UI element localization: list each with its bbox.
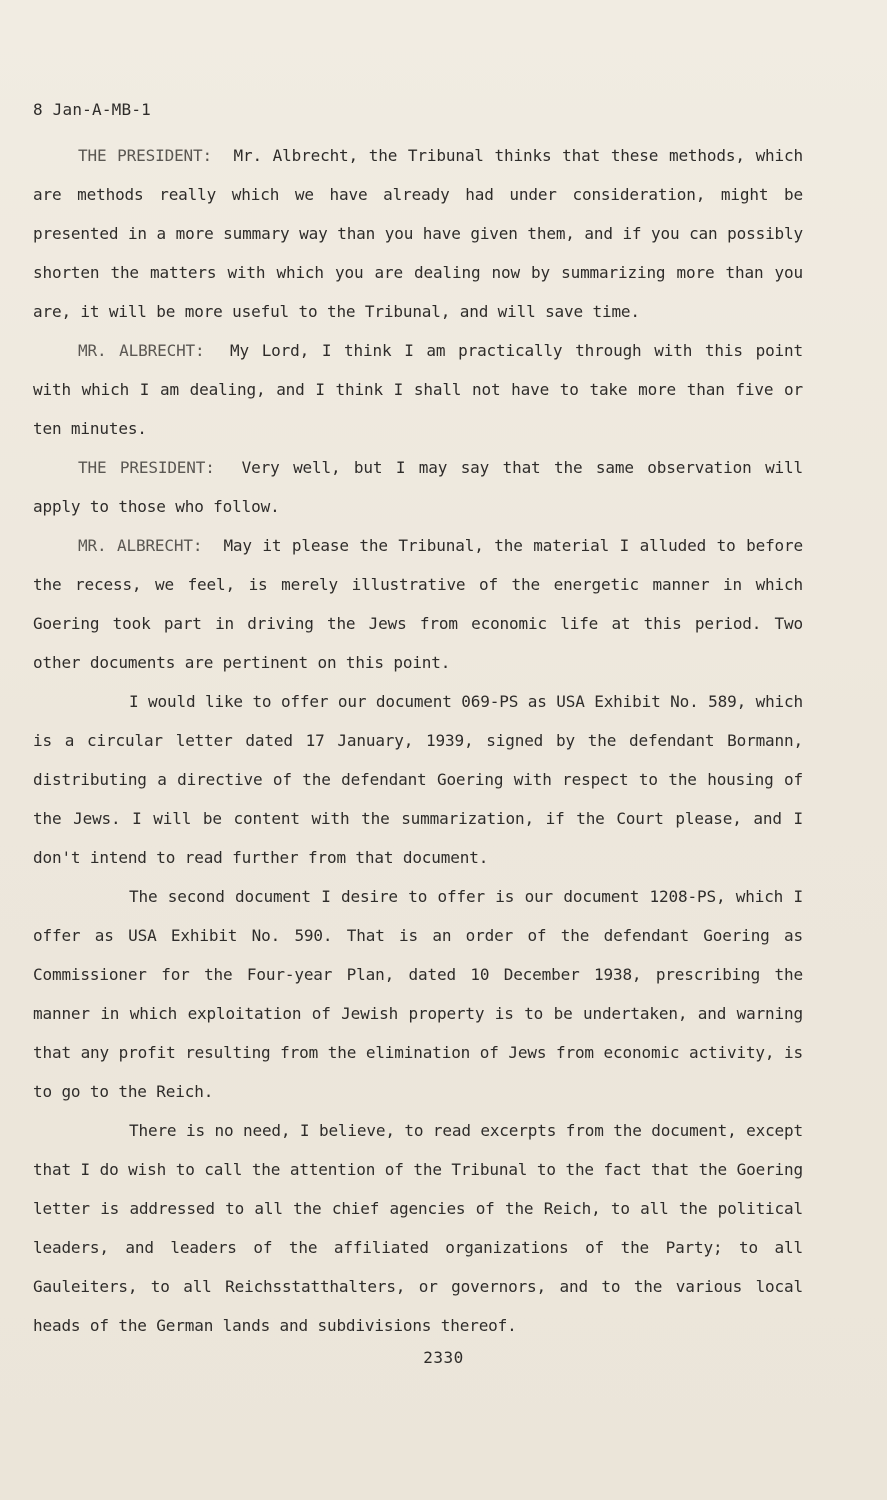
paragraph-text: The second document I desire to offer is our document 1208-PS, which I offer as USA Exhibit No. 590. That is an order of the defendant Goering as Commissioner for the Four-year Plan, dated 10 December 1938, prescribing the manner in which exploitation of Jewish property is to be undertaken, and warning that any profit resulting from the elimination of Jews from economic activity, is to go to the Reich. <box>33 887 803 1101</box>
transcript-body <box>33 136 803 1345</box>
paragraph-text: Mr. Albrecht, the Tribunal thinks that these methods, which are methods really which we have already had under consideration, might be presented in a more summary way than you have given them, and if you can possibly shorten the matters with which you are dealing now by summarizing more than you are, it will be more useful to the Tribunal, and will save time. <box>33 146 803 321</box>
paragraph-closing <box>33 1111 803 1345</box>
paragraph-president-1 <box>33 136 803 331</box>
speaker-label: MR. ALBRECHT: <box>78 536 203 555</box>
paragraph-text: There is no need, I believe, to read excerpts from the document, except that I do wish to call the attention of the Tribunal to the fact that the Goering letter is addressed to all the chief agencies of the Reich, to all the political leaders, and leaders of the affiliated organizations of the Party; to all Gauleiters, to all Reichsstatthalters, or governors, and to the various local heads of the German lands and subdivisions thereof. <box>33 1121 803 1335</box>
paragraph-president-2 <box>33 448 803 526</box>
paragraph-text: Very well, but I may say that the same observation will apply to those who follow. <box>33 458 803 516</box>
paragraph-albrecht-2 <box>33 526 803 682</box>
paragraph-exhibit-589 <box>33 682 803 877</box>
speaker-label: THE PRESIDENT: <box>78 146 213 165</box>
paragraph-text: May it please the Tribunal, the material I alluded to before the recess, we feel, is merely illustrative of the energetic manner in which Goering took part in driving the Jews from economic life at this period. Two other documents are pertinent on this point. <box>33 536 803 672</box>
paragraph-exhibit-590 <box>33 877 803 1111</box>
speaker-label: MR. ALBRECHT: <box>78 341 205 360</box>
paragraph-albrecht-1 <box>33 331 803 448</box>
speaker-label: THE PRESIDENT: <box>78 458 215 477</box>
page-number: 2330 <box>423 1348 464 1367</box>
paragraph-text: My Lord, I think I am practically through with this point with which I am dealing, and I think I shall not have to take more than five or ten minutes. <box>33 341 803 438</box>
paragraph-text: I would like to offer our document 069-PS as USA Exhibit No. 589, which is a circular letter dated 17 January, 1939, signed by the defendant Bormann, distributing a directive of the defendant Goering with respect to the housing of the Jews. I will be content with the summarization, if the Court please, and I don't intend to read further from that document. <box>33 692 803 867</box>
document-reference: 8 Jan-A-MB-1 <box>33 100 151 119</box>
